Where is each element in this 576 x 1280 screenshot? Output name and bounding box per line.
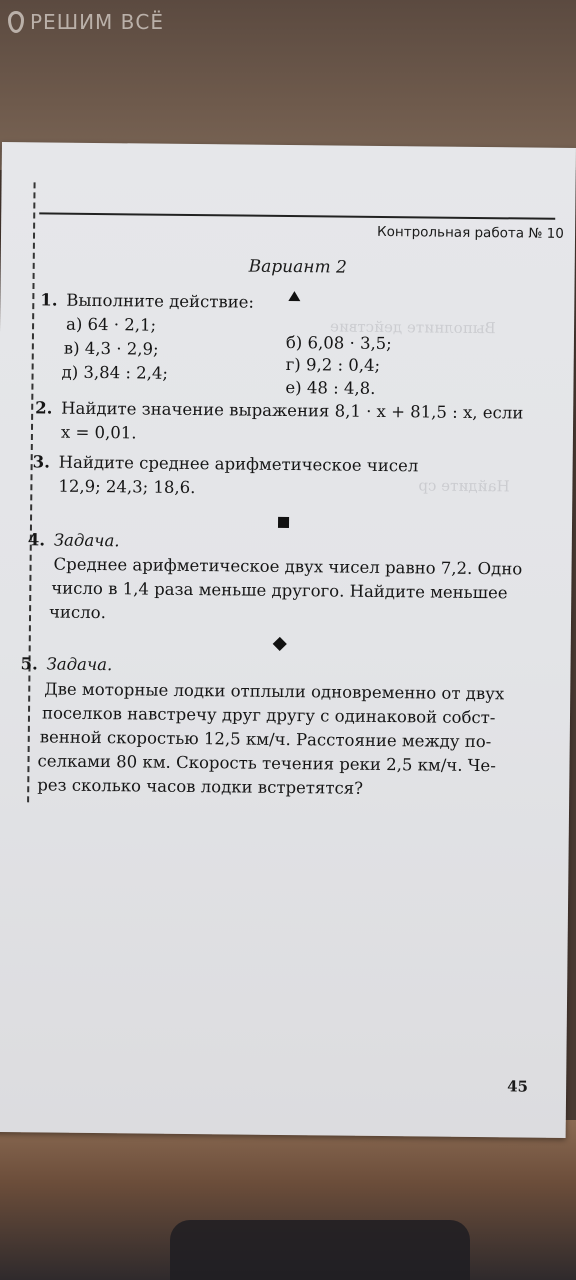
show-through-text: Выполните действие [329,317,496,338]
task5-line2: поселков навстречу друг другу с одинаковой собст- [41,703,496,728]
task1-item-v: в) 4,3 · 2,9; [63,338,159,359]
task4-line1: Среднее арифметическое двух чисел равно 7,2. Одно [53,554,523,579]
task4-title: Задача. [53,530,120,551]
task1-item-g: г) 9,2 : 0,4; [285,354,381,375]
task2-number: 2. [35,398,53,418]
task2-line2: x = 0,01. [60,422,137,443]
task1-item-a: а) 64 · 2,1; [65,314,157,335]
diamond-marker-icon [273,637,287,651]
photo-shadow [170,1220,470,1280]
task1-number: 1. [40,290,58,310]
header-rule [39,212,555,219]
task1-item-b: б) 6,08 · 3,5; [285,332,392,354]
task3-line2: 12,9; 24,3; 18,6. [58,476,196,498]
location-pin-icon [8,11,24,33]
task5-line3: венной скоростью 12,5 км/ч. Расстояние между по- [39,727,492,752]
task3-line1: Найдите среднее арифметическое чисел [58,452,419,476]
task4-line3: число. [48,602,106,623]
variant-title: Вариант 2 [248,256,347,278]
watermark-text: РЕШИМ ВСЁ [30,10,164,34]
task4-line2: число в 1,4 раза меньше другого. Найдите меньшее [51,578,508,603]
task3-number: 3. [32,452,50,472]
task5-line5: рез сколько часов лодки встретятся? [37,775,364,798]
task1-title: Выполните действие: [66,290,255,312]
task5-line1: Две моторные лодки отплыли одновременно от двух [44,679,505,704]
task1-item-d: д) 3,84 : 2,4; [61,362,169,383]
task5-line4: селками 80 км. Скорость течения реки 2,5 км/ч. Че- [37,751,496,776]
task5-title: Задача. [46,654,113,675]
task4-number: 4. [27,530,46,550]
triangle-marker-icon [288,291,300,301]
watermark-logo [8,10,164,34]
margin-dashed-line [27,182,35,802]
task1-item-e: е) 48 : 4,8. [285,377,376,398]
square-marker-icon [278,517,289,528]
task2-line1: Найдите значение выражения 8,1 · x + 81,5 : x, если [61,398,524,423]
show-through-text: Найдите ср [418,476,510,496]
page-number: 45 [507,1077,529,1096]
task5-number: 5. [20,654,38,674]
worksheet-page [0,142,576,1138]
page-header-title: Контрольная работа № 10 [376,223,564,242]
